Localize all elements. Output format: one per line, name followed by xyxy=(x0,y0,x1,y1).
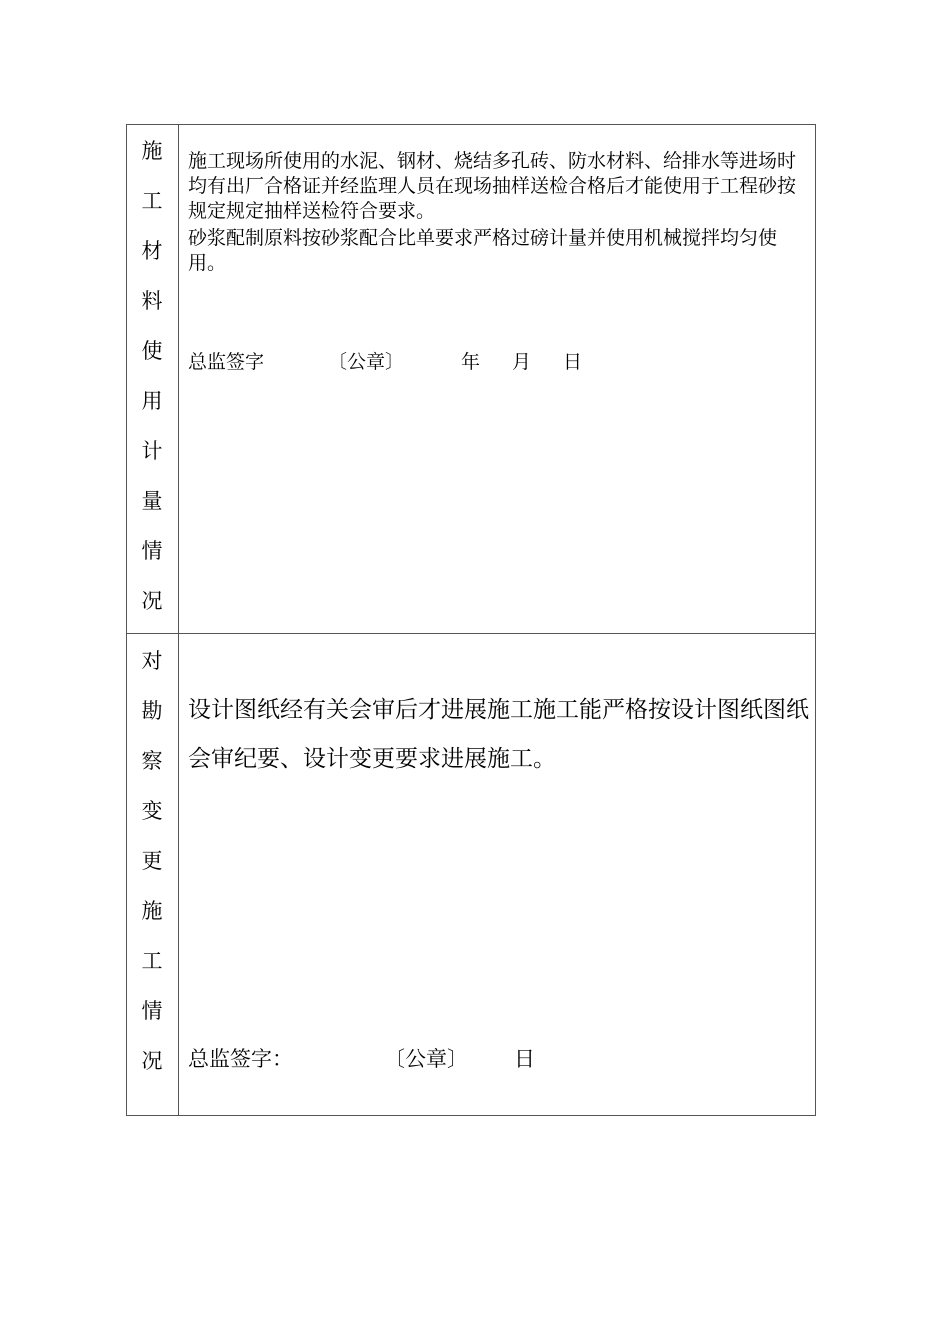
survey-change-content-cell xyxy=(180,633,815,1115)
label-char: 变 xyxy=(141,799,163,823)
month-label: 月 xyxy=(512,351,532,373)
material-usage-paragraph-1: 施工现场所使用的水泥、钢材、烧结多孔砖、防水材料、给排水等进场时均有出厂合格证并经监理人员在现场抽样送检合格后才能使用于工程砂按规定规定抽样送检符合要求。 xyxy=(188,150,797,222)
label-char: 计 xyxy=(141,439,163,463)
label-char: 使 xyxy=(141,339,163,363)
seal-label: 〔公章〕 xyxy=(328,351,405,373)
survey-change-label-cell xyxy=(127,633,179,1115)
year-label: 年 xyxy=(461,351,481,373)
material-usage-label-cell xyxy=(127,125,179,633)
day-label: 日 xyxy=(563,351,583,373)
label-char: 对 xyxy=(141,649,163,673)
label-char: 情 xyxy=(141,999,163,1023)
label-char: 勘 xyxy=(141,699,163,723)
seal-label: 〔公章〕 xyxy=(384,1047,468,1071)
signature-label: 总监签字 xyxy=(188,351,265,373)
material-usage-row xyxy=(127,125,815,634)
label-char: 材 xyxy=(141,239,163,263)
record-form-table xyxy=(126,124,816,1116)
label-char: 察 xyxy=(141,749,163,773)
material-usage-paragraph-2: 砂浆配制原料按砂浆配合比单要求严格过磅计量并使用机械搅拌均匀使用。 xyxy=(188,227,778,274)
material-usage-content-cell xyxy=(180,125,815,633)
label-char: 况 xyxy=(141,589,163,613)
survey-change-row xyxy=(127,633,815,1115)
signature-label: 总监签字： xyxy=(188,1047,293,1071)
label-char: 施 xyxy=(141,899,163,923)
label-char: 量 xyxy=(141,489,163,513)
label-char: 施 xyxy=(141,139,163,163)
label-char: 情 xyxy=(141,539,163,563)
label-char: 工 xyxy=(141,189,163,213)
survey-change-paragraph: 设计图纸经有关会审后才进展施工施工能严格按设计图纸图纸会审纪要、设计变更要求进展施工。 xyxy=(188,697,809,772)
label-char: 用 xyxy=(141,389,163,413)
label-char: 况 xyxy=(141,1049,163,1073)
label-char: 料 xyxy=(141,289,163,313)
label-char: 工 xyxy=(141,949,163,973)
label-char: 更 xyxy=(141,849,163,873)
day-label: 日 xyxy=(514,1047,535,1071)
